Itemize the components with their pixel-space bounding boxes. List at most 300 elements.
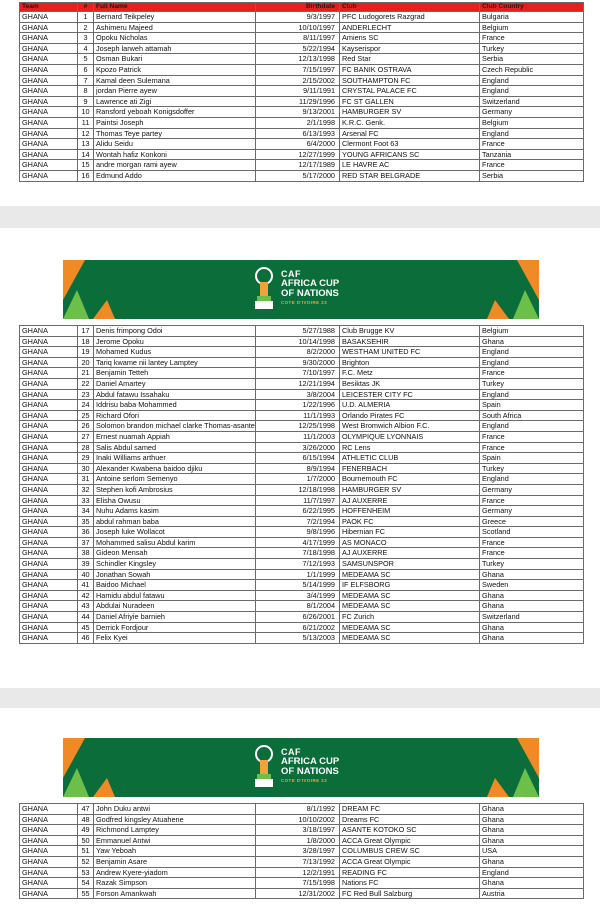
cell-club-country: Ghana <box>480 814 584 825</box>
cell-full-name: Benjamin Asare <box>94 856 256 867</box>
table-row <box>20 474 584 485</box>
banner-left-stripes <box>63 260 123 319</box>
cell-full-name: Joseph luke Wollacot <box>94 527 256 538</box>
afcon-host-line: COTE D'IVOIRE 23 <box>281 300 327 305</box>
cell-full-name: Abdulai Nuradeen <box>94 601 256 612</box>
cell-club: MEDEAMA SC <box>340 622 480 633</box>
caf-label: CAF <box>281 269 301 279</box>
cell-full-name: Schindler Kingsley <box>94 559 256 570</box>
cell-club-country: Turkey <box>480 43 584 54</box>
cell-club-country: Ghana <box>480 336 584 347</box>
table-row <box>20 867 584 878</box>
cell-number: 50 <box>78 835 94 846</box>
cell-team: GHANA <box>20 506 78 517</box>
cell-full-name: Daniel Afriyie barnieh <box>94 612 256 623</box>
cell-club-country: England <box>480 357 584 368</box>
cell-birthdate: 2/1/1998 <box>256 117 340 128</box>
table-row <box>20 12 584 23</box>
cell-birthdate: 3/18/1997 <box>256 825 340 836</box>
trophy-icon <box>251 745 277 791</box>
table-row <box>20 75 584 86</box>
cell-club-country: Germany <box>480 506 584 517</box>
afcon-banner <box>63 260 539 319</box>
cell-club-country: USA <box>480 846 584 857</box>
table-row <box>20 431 584 442</box>
cell-number: 22 <box>78 378 94 389</box>
cell-full-name: andre morgan rami ayew <box>94 160 256 171</box>
table-row <box>20 527 584 538</box>
cell-club: Club Brugge KV <box>340 326 480 337</box>
afcon-title-line2: OF NATIONS <box>281 766 339 777</box>
cell-club: FC ST GALLEN <box>340 96 480 107</box>
afcon-wordmark <box>281 747 339 783</box>
cell-team: GHANA <box>20 463 78 474</box>
cell-team: GHANA <box>20 633 78 644</box>
cell-team: GHANA <box>20 442 78 453</box>
header-team: Team <box>20 3 78 12</box>
table-row <box>20 835 584 846</box>
cell-team: GHANA <box>20 590 78 601</box>
cell-team: GHANA <box>20 139 78 150</box>
cell-number: 34 <box>78 506 94 517</box>
cell-club: Hibernian FC <box>340 527 480 538</box>
cell-number: 25 <box>78 410 94 421</box>
cell-club: Arsenal FC <box>340 128 480 139</box>
cell-club: Bournemouth FC <box>340 474 480 485</box>
cell-club-country: Spain <box>480 453 584 464</box>
table-row <box>20 96 584 107</box>
cell-club: West Bromwich Albion F.C. <box>340 421 480 432</box>
cell-birthdate: 12/2/1991 <box>256 867 340 878</box>
cell-birthdate: 5/14/1999 <box>256 580 340 591</box>
cell-number: 38 <box>78 548 94 559</box>
cell-birthdate: 5/27/1988 <box>256 326 340 337</box>
cell-club: ANDERLECHT <box>340 22 480 33</box>
trophy-icon <box>251 267 277 313</box>
table-row <box>20 139 584 150</box>
cell-club: YOUNG AFRICANS SC <box>340 149 480 160</box>
cell-club: RC Lens <box>340 442 480 453</box>
cell-club: MEDEAMA SC <box>340 601 480 612</box>
cell-birthdate: 12/18/1998 <box>256 484 340 495</box>
cell-number: 6 <box>78 64 94 75</box>
cell-team: GHANA <box>20 326 78 337</box>
cell-team: GHANA <box>20 128 78 139</box>
cell-team: GHANA <box>20 357 78 368</box>
cell-full-name: Kamal deen Sulemana <box>94 75 256 86</box>
cell-club-country: Germany <box>480 484 584 495</box>
cell-birthdate: 7/2/1994 <box>256 516 340 527</box>
cell-number: 37 <box>78 537 94 548</box>
cell-number: 17 <box>78 326 94 337</box>
cell-birthdate: 8/1/1992 <box>256 804 340 815</box>
cell-birthdate: 11/7/1997 <box>256 495 340 506</box>
cell-team: GHANA <box>20 96 78 107</box>
cell-club-country: Ghana <box>480 601 584 612</box>
roster-table-1 <box>19 2 584 182</box>
cell-number: 39 <box>78 559 94 570</box>
cell-full-name: Razak Simpson <box>94 878 256 889</box>
cell-club-country: Ghana <box>480 622 584 633</box>
cell-club-country: Spain <box>480 400 584 411</box>
cell-team: GHANA <box>20 474 78 485</box>
cell-number: 30 <box>78 463 94 474</box>
cell-club-country: England <box>480 867 584 878</box>
cell-team: GHANA <box>20 516 78 527</box>
cell-number: 28 <box>78 442 94 453</box>
cell-birthdate: 6/26/2001 <box>256 612 340 623</box>
table-row <box>20 160 584 171</box>
cell-club-country: Tanzania <box>480 149 584 160</box>
cell-full-name: Abdul fatawu Issahaku <box>94 389 256 400</box>
cell-full-name: Iddrisu baba Mohammed <box>94 400 256 411</box>
cell-birthdate: 1/22/1996 <box>256 400 340 411</box>
table-row <box>20 149 584 160</box>
roster-table-3 <box>19 803 584 899</box>
cell-club-country: Switzerland <box>480 612 584 623</box>
cell-team: GHANA <box>20 86 78 97</box>
cell-club-country: England <box>480 421 584 432</box>
cell-club-country: France <box>480 431 584 442</box>
table-row <box>20 856 584 867</box>
cell-club-country: France <box>480 442 584 453</box>
cell-club: Dreams FC <box>340 814 480 825</box>
cell-full-name: Paintsi Joseph <box>94 117 256 128</box>
cell-full-name: Stephen kofi Ambrosius <box>94 484 256 495</box>
cell-club: AJ AUXERRE <box>340 495 480 506</box>
cell-birthdate: 3/8/2004 <box>256 389 340 400</box>
cell-team: GHANA <box>20 612 78 623</box>
cell-birthdate: 9/8/1996 <box>256 527 340 538</box>
cell-number: 43 <box>78 601 94 612</box>
cell-full-name: Ransford yeboah Konigsdoffer <box>94 107 256 118</box>
cell-full-name: Alexander Kwabena baidoo djiku <box>94 463 256 474</box>
cell-full-name: Godfred kingsley Atuahene <box>94 814 256 825</box>
cell-number: 52 <box>78 856 94 867</box>
cell-number: 10 <box>78 107 94 118</box>
cell-team: GHANA <box>20 64 78 75</box>
table-row <box>20 107 584 118</box>
cell-number: 55 <box>78 888 94 899</box>
table-row <box>20 421 584 432</box>
caf-label: CAF <box>281 747 301 757</box>
header-club-country: Club Country <box>480 3 584 12</box>
cell-full-name: Baidoo Michael <box>94 580 256 591</box>
cell-club: DREAM FC <box>340 804 480 815</box>
table-row <box>20 622 584 633</box>
cell-birthdate: 11/1/2003 <box>256 431 340 442</box>
cell-full-name: John Duku antwi <box>94 804 256 815</box>
cell-number: 21 <box>78 368 94 379</box>
cell-team: GHANA <box>20 527 78 538</box>
cell-number: 29 <box>78 453 94 464</box>
cell-club: U.D. ALMERIA <box>340 400 480 411</box>
cell-team: GHANA <box>20 170 78 181</box>
cell-club: LEICESTER CITY FC <box>340 389 480 400</box>
cell-birthdate: 7/18/1998 <box>256 548 340 559</box>
table-row <box>20 389 584 400</box>
table-row <box>20 537 584 548</box>
cell-team: GHANA <box>20 347 78 358</box>
cell-full-name: Richmond Lamptey <box>94 825 256 836</box>
table-row <box>20 463 584 474</box>
cell-team: GHANA <box>20 22 78 33</box>
cell-number: 2 <box>78 22 94 33</box>
afcon-wordmark <box>281 269 339 305</box>
cell-club-country: South Africa <box>480 410 584 421</box>
table-row <box>20 54 584 65</box>
cell-birthdate: 6/4/2000 <box>256 139 340 150</box>
cell-club: HAMBURGER SV <box>340 107 480 118</box>
cell-club: Nations FC <box>340 878 480 889</box>
afcon-title-line1: AFRICA CUP <box>281 278 340 289</box>
cell-club: F.C. Metz <box>340 368 480 379</box>
cell-team: GHANA <box>20 453 78 464</box>
cell-club: MEDEAMA SC <box>340 590 480 601</box>
cell-club-country: France <box>480 160 584 171</box>
cell-team: GHANA <box>20 537 78 548</box>
cell-team: GHANA <box>20 867 78 878</box>
cell-full-name: Thomas Teye partey <box>94 128 256 139</box>
cell-birthdate: 8/9/1994 <box>256 463 340 474</box>
header-number: # <box>78 3 94 12</box>
cell-team: GHANA <box>20 33 78 44</box>
header-club: Club <box>340 3 480 12</box>
cell-birthdate: 9/3/1997 <box>256 12 340 23</box>
cell-birthdate: 11/29/1996 <box>256 96 340 107</box>
cell-team: GHANA <box>20 548 78 559</box>
cell-full-name: Mohammed salisu Abdul karim <box>94 537 256 548</box>
cell-club: CRYSTAL PALACE FC <box>340 86 480 97</box>
cell-number: 32 <box>78 484 94 495</box>
cell-club: ATHLETIC CLUB <box>340 453 480 464</box>
cell-full-name: Forson Amankwah <box>94 888 256 899</box>
cell-club-country: France <box>480 139 584 150</box>
cell-club-country: Ghana <box>480 590 584 601</box>
cell-number: 15 <box>78 160 94 171</box>
table-row <box>20 378 584 389</box>
cell-club: Orlando Pirates FC <box>340 410 480 421</box>
cell-birthdate: 6/21/2002 <box>256 622 340 633</box>
cell-full-name: Emmanuel Antwi <box>94 835 256 846</box>
cell-club-country: Turkey <box>480 463 584 474</box>
cell-club: Red Star <box>340 54 480 65</box>
banner-right-stripes <box>479 738 539 797</box>
cell-club-country: Ghana <box>480 569 584 580</box>
cell-number: 53 <box>78 867 94 878</box>
table-row <box>20 590 584 601</box>
cell-full-name: Solomon brandon michael clarke Thomas-asante <box>94 421 256 432</box>
cell-birthdate: 8/2/2000 <box>256 347 340 358</box>
cell-full-name: Derrick Fordjour <box>94 622 256 633</box>
cell-full-name: Lawrence ati Zigi <box>94 96 256 107</box>
cell-club-country: Sweden <box>480 580 584 591</box>
cell-club: MEDEAMA SC <box>340 633 480 644</box>
cell-club-country: Ghana <box>480 835 584 846</box>
cell-club: AS MONACO <box>340 537 480 548</box>
cell-club-country: France <box>480 537 584 548</box>
cell-team: GHANA <box>20 484 78 495</box>
cell-club: IF ELFSBORG <box>340 580 480 591</box>
cell-birthdate: 8/1/2004 <box>256 601 340 612</box>
cell-birthdate: 9/13/2001 <box>256 107 340 118</box>
table-row <box>20 326 584 337</box>
table-row <box>20 825 584 836</box>
table-row <box>20 548 584 559</box>
cell-full-name: Jerome Opoku <box>94 336 256 347</box>
cell-full-name: Inaki Williams arthuer <box>94 453 256 464</box>
cell-club-country: Serbia <box>480 170 584 181</box>
cell-birthdate: 12/21/1994 <box>256 378 340 389</box>
cell-birthdate: 1/1/1999 <box>256 569 340 580</box>
cell-club: AJ AUXERRE <box>340 548 480 559</box>
cell-birthdate: 10/10/1997 <box>256 22 340 33</box>
banner-left-stripes <box>63 738 123 797</box>
cell-club-country: England <box>480 75 584 86</box>
table-row <box>20 601 584 612</box>
table-row <box>20 336 584 347</box>
cell-club: K.R.C. Genk. <box>340 117 480 128</box>
cell-number: 27 <box>78 431 94 442</box>
cell-number: 24 <box>78 400 94 411</box>
cell-club-country: Greece <box>480 516 584 527</box>
cell-number: 14 <box>78 149 94 160</box>
cell-number: 4 <box>78 43 94 54</box>
cell-number: 44 <box>78 612 94 623</box>
cell-birthdate: 7/15/1997 <box>256 64 340 75</box>
table-row <box>20 484 584 495</box>
cell-full-name: Jonathan Sowah <box>94 569 256 580</box>
cell-club: SOUTHAMPTON FC <box>340 75 480 86</box>
cell-club-country: France <box>480 368 584 379</box>
cell-number: 11 <box>78 117 94 128</box>
cell-team: GHANA <box>20 160 78 171</box>
cell-full-name: Ernest nuamah Appiah <box>94 431 256 442</box>
table-row <box>20 814 584 825</box>
roster-table-2 <box>19 325 584 644</box>
cell-full-name: Bernard Teikpeley <box>94 12 256 23</box>
cell-club-country: Belgium <box>480 326 584 337</box>
cell-team: GHANA <box>20 54 78 65</box>
cell-full-name: Mohamed Kudus <box>94 347 256 358</box>
cell-team: GHANA <box>20 431 78 442</box>
cell-team: GHANA <box>20 846 78 857</box>
cell-number: 19 <box>78 347 94 358</box>
cell-number: 49 <box>78 825 94 836</box>
cell-full-name: jordan Pierre ayew <box>94 86 256 97</box>
cell-birthdate: 5/22/1994 <box>256 43 340 54</box>
table-row <box>20 516 584 527</box>
table-row <box>20 368 584 379</box>
cell-birthdate: 6/22/1995 <box>256 506 340 517</box>
cell-club: HAMBURGER SV <box>340 484 480 495</box>
cell-club-country: Ghana <box>480 633 584 644</box>
cell-birthdate: 10/10/2002 <box>256 814 340 825</box>
cell-club: BASAKSEHIR <box>340 336 480 347</box>
cell-birthdate: 12/17/1989 <box>256 160 340 171</box>
cell-number: 23 <box>78 389 94 400</box>
cell-team: GHANA <box>20 107 78 118</box>
table-row <box>20 878 584 889</box>
table-row <box>20 559 584 570</box>
cell-full-name: Nuhu Adams kasim <box>94 506 256 517</box>
cell-team: GHANA <box>20 378 78 389</box>
cell-number: 45 <box>78 622 94 633</box>
cell-club-country: Belgium <box>480 22 584 33</box>
cell-club: READING FC <box>340 867 480 878</box>
cell-birthdate: 7/12/1993 <box>256 559 340 570</box>
cell-birthdate: 6/13/1993 <box>256 128 340 139</box>
cell-club: OLYMPIQUE LYONNAIS <box>340 431 480 442</box>
cell-birthdate: 1/7/2000 <box>256 474 340 485</box>
cell-birthdate: 1/8/2000 <box>256 835 340 846</box>
table-row <box>20 33 584 44</box>
cell-team: GHANA <box>20 622 78 633</box>
cell-club-country: England <box>480 389 584 400</box>
cell-team: GHANA <box>20 580 78 591</box>
cell-full-name: Denis frimpong Odoi <box>94 326 256 337</box>
cell-number: 8 <box>78 86 94 97</box>
page-2 <box>0 228 600 688</box>
cell-club-country: France <box>480 495 584 506</box>
cell-club-country: Switzerland <box>480 96 584 107</box>
cell-club: FC Zurich <box>340 612 480 623</box>
cell-club: ACCA Great Olympic <box>340 856 480 867</box>
cell-number: 18 <box>78 336 94 347</box>
table-row <box>20 888 584 899</box>
cell-full-name: Andrew Kyere-yiadom <box>94 867 256 878</box>
cell-birthdate: 7/13/1992 <box>256 856 340 867</box>
header-full-name: Full Name <box>94 3 256 12</box>
cell-club-country: Turkey <box>480 378 584 389</box>
table-row <box>20 410 584 421</box>
cell-number: 35 <box>78 516 94 527</box>
cell-club: SAMSUNSPOR <box>340 559 480 570</box>
cell-club-country: Belgium <box>480 117 584 128</box>
cell-club-country: Ghana <box>480 878 584 889</box>
table-row <box>20 64 584 75</box>
cell-club-country: Scotland <box>480 527 584 538</box>
cell-club-country: England <box>480 128 584 139</box>
cell-club: FC Red Bull Salzburg <box>340 888 480 899</box>
cell-birthdate: 2/15/2002 <box>256 75 340 86</box>
page-1 <box>0 0 600 206</box>
afcon-banner <box>63 738 539 797</box>
cell-birthdate: 5/13/2003 <box>256 633 340 644</box>
table-row <box>20 128 584 139</box>
cell-birthdate: 3/4/1999 <box>256 590 340 601</box>
afcon-title-line1: AFRICA CUP <box>281 756 340 767</box>
cell-full-name: Richard Ofori <box>94 410 256 421</box>
cell-full-name: Daniel Amartey <box>94 378 256 389</box>
cell-club: Clermont Foot 63 <box>340 139 480 150</box>
cell-club: ACCA Great Olympic <box>340 835 480 846</box>
table-row <box>20 633 584 644</box>
cell-club-country: Serbia <box>480 54 584 65</box>
cell-full-name: Alidu Seidu <box>94 139 256 150</box>
cell-birthdate: 7/15/1998 <box>256 878 340 889</box>
cell-full-name: Opoku Nicholas <box>94 33 256 44</box>
cell-team: GHANA <box>20 400 78 411</box>
cell-full-name: Kpozo Patrick <box>94 64 256 75</box>
cell-club: COLUMBUS CREW SC <box>340 846 480 857</box>
table-row <box>20 357 584 368</box>
cell-number: 3 <box>78 33 94 44</box>
table-row <box>20 495 584 506</box>
cell-club: ASANTE KOTOKO SC <box>340 825 480 836</box>
cell-full-name: abdul rahman baba <box>94 516 256 527</box>
cell-number: 40 <box>78 569 94 580</box>
